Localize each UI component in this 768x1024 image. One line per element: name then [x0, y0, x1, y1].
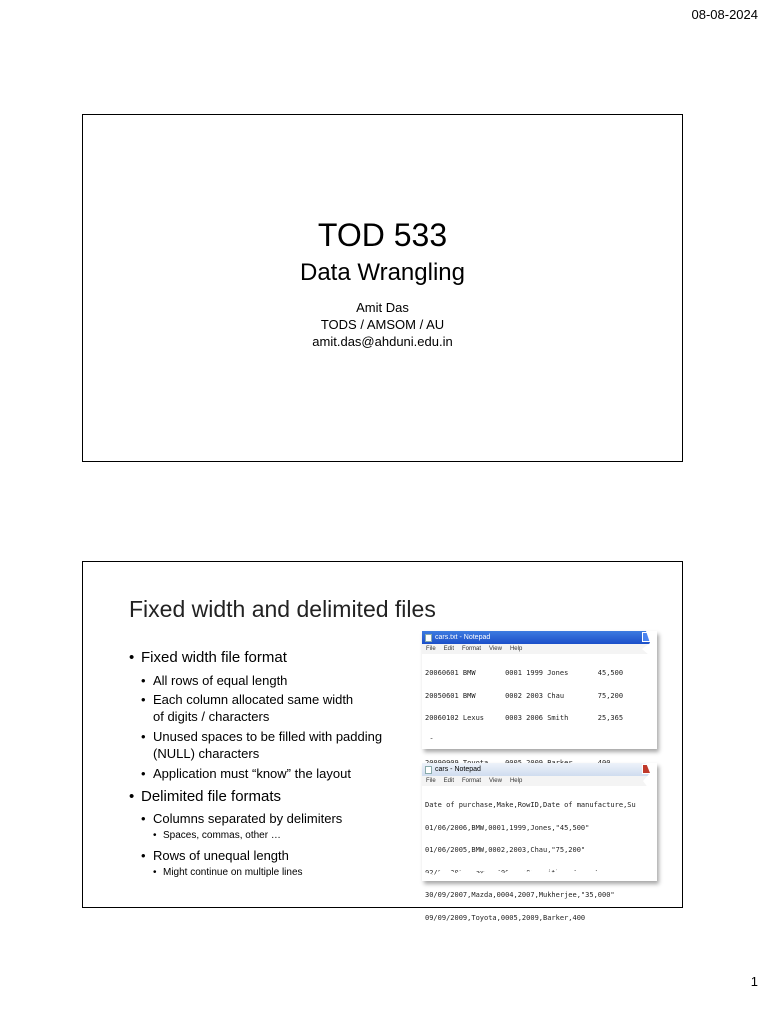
- sub-bullet-item: • Columns separated by delimiters: [129, 810, 429, 827]
- menu-help: Help: [509, 646, 523, 652]
- notepad-title: cars.txt - Notepad: [435, 634, 491, 641]
- bullet-item: • Fixed width file format: [129, 648, 429, 668]
- content-slide: [82, 561, 683, 922]
- author-info: [83, 299, 682, 350]
- menu-help: Help: [509, 778, 523, 784]
- menu-format: Format: [462, 646, 482, 652]
- notepad-title: cars - Notepad: [435, 766, 481, 773]
- menu-file: File: [426, 778, 436, 784]
- menu-file: File: [426, 646, 436, 652]
- sub-bullet-item: • Unused spaces to be filled with padding: [129, 728, 429, 745]
- menu-edit: Edit: [443, 778, 455, 784]
- text-line: 20060102 Lexus 0003 2006 Smith 25,365: [425, 714, 624, 722]
- bullet-list: [129, 648, 429, 880]
- delimited-notepad-screenshot: [422, 763, 657, 922]
- text-line: Date of purchase,Make,RowID,Date of manufacture,Su: [425, 801, 636, 809]
- slide-subtitle: Data Wrangling: [300, 259, 465, 286]
- page-date: 08-08-2024: [691, 7, 758, 22]
- sub-bullet-continuation: (NULL) characters: [153, 746, 260, 761]
- slide-title: Fixed width and delimited files: [129, 596, 436, 622]
- bullet-item: • Delimited file formats: [129, 787, 429, 807]
- sub-bullet-item: • Rows of unequal length: [129, 847, 429, 864]
- slide-title: TOD 533: [317, 217, 448, 253]
- text-line: 20050601 BMW 0002 2003 Chau 75,200: [425, 691, 624, 700]
- torn-edge-decoration: [422, 763, 657, 881]
- sub-bullet-item: • Application must “know” the layout: [129, 765, 429, 782]
- menu-view: View: [489, 778, 502, 784]
- menu-view: View: [489, 646, 502, 652]
- text-line: 20060601 BMW 0001 1999 Jones 45,500: [425, 669, 624, 677]
- author-affiliation: TODS / AMSOM / AU: [320, 317, 445, 332]
- menu-format: Format: [462, 778, 482, 784]
- sub-bullet-item: • Each column allocated same width: [129, 691, 429, 708]
- author-email: amit.das@ahduni.edu.in: [312, 334, 453, 349]
- text-line: 30/09/2007,Mazda,0004,2007,Mukherjee,"35,000": [425, 891, 615, 899]
- text-line: 01/06/2005,BMW,0002,2003,Chau,"75,200": [425, 846, 586, 854]
- sub-sub-bullet-item: • Might continue on multiple lines: [129, 866, 429, 880]
- sub-sub-bullet-item: • Spaces, commas, other …: [129, 829, 429, 843]
- text-line: 09/09/2009,Toyota,0005,2009,Barker,400: [425, 913, 586, 922]
- menu-edit: Edit: [443, 646, 455, 652]
- page-number: 1: [750, 974, 758, 989]
- text-line: 01/06/2006,BMW,0001,1999,Jones,"45,500": [425, 823, 590, 832]
- sub-bullet-item: • All rows of equal length: [129, 672, 429, 689]
- sub-bullet-continuation: of digits / characters: [153, 709, 270, 724]
- torn-edge-decoration: [422, 631, 657, 749]
- title-slide: [82, 114, 683, 462]
- author-name: Amit Das: [356, 300, 409, 315]
- fixed-width-notepad-screenshot: [422, 631, 657, 749]
